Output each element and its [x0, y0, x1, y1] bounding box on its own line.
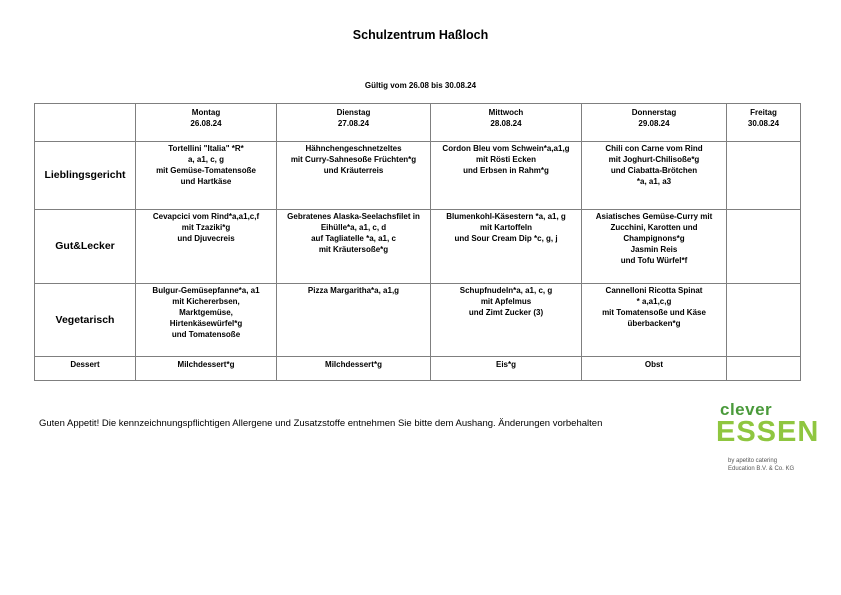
- meal-line: mit Joghurt-Chilisoße*g: [608, 155, 700, 164]
- meal-line: Hirtenkäsewürfel*g: [169, 319, 243, 328]
- meal-line: Obst: [644, 360, 664, 369]
- meal-line: Milchdessert*g: [325, 360, 382, 369]
- clever-essen-logo: [716, 400, 820, 478]
- meal-line: * a,a1,c,g: [636, 297, 672, 306]
- day-header: Donnerstag 29.08.24: [582, 104, 727, 142]
- meal-line: Milchdessert*g: [177, 360, 235, 369]
- meal-line: *a, a1, a3: [636, 177, 672, 186]
- footer-note: Guten Appetit! Die kennzeichnungspflichtigen Allergene und Zusatzstoffe entnehmen Sie bitte dem Aushang. Änderungen vorbehalten: [39, 418, 603, 429]
- meal-line: und Ciabatta-Brötchen: [610, 166, 698, 175]
- logo-clever-text: clever: [720, 400, 773, 419]
- meal-cell: [277, 210, 431, 284]
- meal-line: Jasmin Reis: [630, 245, 678, 254]
- meal-cell: [431, 357, 582, 381]
- meal-cell: [136, 357, 277, 381]
- logo-essen-text: ESSEN: [716, 416, 820, 448]
- meal-cell: [277, 357, 431, 381]
- meal-line: Cannelloni Ricotta Spinat: [605, 286, 703, 295]
- meal-line: auf Tagliatelle *a, a1, c: [311, 234, 396, 243]
- meal-line: und Hartkäse: [180, 177, 232, 186]
- menu-row: [35, 142, 801, 210]
- meal-line: a, a1, c, g: [187, 155, 225, 164]
- header-row: [35, 104, 801, 142]
- meal-line: Bulgur-Gemüsepfanne*a, a1: [152, 286, 260, 295]
- meal-line: Blumenkohl-Käsestern *a, a1, g: [446, 212, 566, 221]
- category-label: Vegetarisch: [35, 284, 136, 357]
- corner-cell: [35, 104, 136, 142]
- menu-table: [34, 103, 801, 381]
- meal-line: Eis*g: [495, 360, 516, 369]
- meal-line: Cevapcici vom Rind*a,a1,c,f: [152, 212, 260, 221]
- meal-line: mit Tzaziki*g: [181, 223, 231, 232]
- meal-line: und Tomatensoße: [171, 330, 241, 339]
- meal-line: Asiatisches Gemüse-Curry mit: [595, 212, 713, 221]
- meal-cell: [582, 210, 727, 284]
- meal-cell: [727, 210, 801, 284]
- meal-line: und Tofu Würfel*f: [620, 256, 688, 265]
- meal-line: überbacken*g: [627, 319, 681, 328]
- meal-cell: [136, 210, 277, 284]
- meal-line: mit Rösti Ecken: [475, 155, 536, 164]
- meal-line: mit Apfelmus: [480, 297, 532, 306]
- meal-cell: [136, 142, 277, 210]
- page-title: Schulzentrum Haßloch: [352, 28, 489, 42]
- meal-cell: [136, 284, 277, 357]
- meal-cell: [582, 142, 727, 210]
- meal-cell: [582, 284, 727, 357]
- menu-row: [35, 284, 801, 357]
- meal-cell: [277, 142, 431, 210]
- meal-line: Chili con Carne vom Rind: [605, 144, 703, 153]
- meal-cell: [727, 357, 801, 381]
- meal-line: mit Kichererbsen,: [172, 297, 240, 306]
- meal-line: Pizza Margaritha*a, a1,g: [307, 286, 400, 295]
- meal-line: und Sour Cream Dip *c, g, j: [454, 234, 558, 243]
- menu-row: [35, 357, 801, 381]
- meal-line: mit Curry-Sahnesoße Früchten*g: [290, 155, 417, 164]
- meal-line: Tortellini "Italia" *R*: [168, 144, 244, 153]
- meal-line: Zucchini, Karotten und: [610, 223, 698, 232]
- category-label: Gut&Lecker: [35, 210, 136, 284]
- meal-cell: [727, 142, 801, 210]
- meal-line: Gebratenes Alaska-Seelachsfilet in: [287, 212, 420, 221]
- meal-line: mit Kartoffeln: [480, 223, 532, 232]
- meal-cell: [582, 357, 727, 381]
- meal-cell: [431, 210, 582, 284]
- meal-line: mit Gemüse-Tomatensoße: [156, 166, 256, 175]
- meal-line: Marktgemüse,: [179, 308, 233, 317]
- day-header: Freitag 30.08.24: [727, 104, 801, 142]
- category-label: Lieblingsgericht: [35, 142, 136, 210]
- meal-line: mit Kräutersoße*g: [318, 245, 389, 254]
- meal-line: und Erbsen in Rahm*g: [463, 166, 549, 175]
- meal-line: und Kräuterreis: [323, 166, 384, 175]
- day-header: Dienstag 27.08.24: [277, 104, 431, 142]
- menu-row: [35, 210, 801, 284]
- day-header: Montag 26.08.24: [136, 104, 277, 142]
- meal-line: mit Tomatensoße und Käse: [602, 308, 706, 317]
- meal-cell: [277, 284, 431, 357]
- logo-subtitle: by apetito catering Education B.V. & Co. KG: [728, 458, 795, 472]
- meal-line: und Zimt Zucker (3): [468, 308, 544, 317]
- meal-cell: [431, 284, 582, 357]
- meal-line: Hähnchengeschnetzeltes: [305, 144, 402, 153]
- meal-cell: [431, 142, 582, 210]
- meal-cell: [727, 284, 801, 357]
- validity-period: Gültig vom 26.08 bis 30.08.24: [364, 81, 477, 90]
- day-header: Mittwoch 28.08.24: [431, 104, 582, 142]
- meal-line: Schupfnudeln*a, a1, c, g: [459, 286, 553, 295]
- meal-line: Eihülle*a, a1, c, d: [320, 223, 387, 232]
- meal-line: Champignons*g: [623, 234, 685, 243]
- meal-line: und Djuvecreis: [177, 234, 235, 243]
- category-label: Dessert: [35, 357, 136, 381]
- meal-line: Cordon Bleu vom Schwein*a,a1,g: [442, 144, 570, 153]
